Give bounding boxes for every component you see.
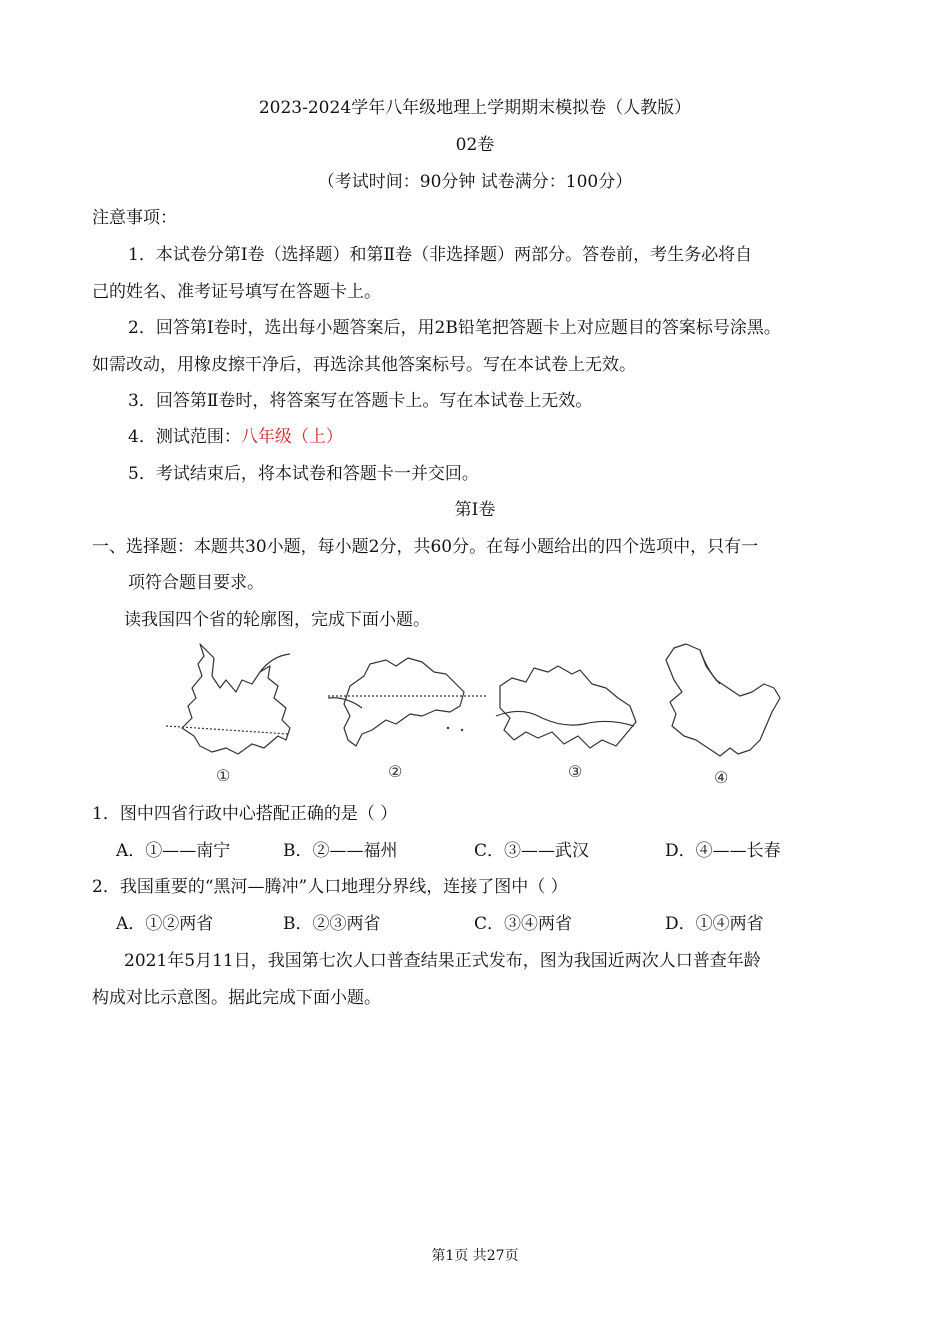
question-2-option-c[interactable]: C．③④两省	[474, 914, 573, 934]
exam-title: 2023-2024学年八年级地理上学期期末模拟卷（人教版）	[258, 98, 692, 118]
note-item-1-line-1: 1．本试卷分第Ⅰ卷（选择题）和第Ⅱ卷（非选择题）两部分。答卷前，考生务必将自	[128, 245, 753, 265]
test-scope: 八年级（上）	[240, 427, 343, 447]
section-instruction-line-2: 项符合题目要求。	[128, 573, 264, 593]
map-label-2: ②	[388, 762, 403, 781]
map-2-island-2	[461, 729, 463, 731]
map-label-3: ③	[568, 762, 583, 781]
volume-label: 02卷	[455, 135, 495, 155]
note-item-4	[128, 426, 343, 448]
map-4-river	[700, 650, 720, 684]
question-2-stem: 2．我国重要的“黑河—腾冲”人口地理分界线，连接了图中（ ）	[92, 877, 568, 897]
passage-2-line-1: 2021年5月11日，我国第七次人口普查结果正式发布，图为我国近两次人口普查年龄	[124, 951, 761, 971]
notes-heading: 注意事项：	[92, 208, 177, 228]
note-item-3: 3．回答第Ⅱ卷时，将答案写在答题卡上。写在本试卷上无效。	[128, 391, 593, 411]
section-instruction-line-1: 一、选择题：本题共30小题，每小题2分，共60分。在每小题给出的四个选项中，只有一	[92, 537, 759, 557]
map-3-outline	[500, 666, 636, 748]
map-1-outline	[182, 644, 290, 754]
question-2-option-b[interactable]: B．②③两省	[283, 914, 381, 934]
note-item-2-line-2: 如需改动，用橡皮擦干净后，再选涂其他答案标号。写在本试卷上无效。	[92, 355, 636, 375]
question-1-option-d[interactable]: D．④——长春	[665, 841, 781, 861]
note-item-4-prefix: 4．测试范围：	[128, 427, 241, 447]
passage-2-line-2: 构成对比示意图。据此完成下面小题。	[92, 988, 381, 1008]
question-1-option-a[interactable]: A．①——南宁	[116, 841, 231, 861]
map-3-river	[496, 711, 634, 726]
passage-1: 读我国四个省的轮廓图，完成下面小题。	[124, 610, 430, 630]
question-1-option-c[interactable]: C．③——武汉	[474, 841, 590, 861]
section-title: 第Ⅰ卷	[454, 500, 496, 520]
note-item-1-line-2: 己的姓名、准考证号填写在答题卡上。	[92, 282, 381, 302]
note-item-5: 5．考试结束后，将本试卷和答题卡一并交回。	[128, 464, 479, 484]
note-item-2-line-1: 2．回答第Ⅰ卷时，选出每小题答案后，用2B铅笔把答题卡上对应题目的答案标号涂黑。	[128, 318, 781, 338]
exam-info: （考试时间：90分钟 试卷满分：100分）	[317, 172, 633, 192]
map-4-outline	[666, 644, 780, 756]
page-footer: 第1页 共27页	[431, 1248, 519, 1264]
map-2-island-1	[447, 727, 449, 729]
question-2-option-d[interactable]: D．①④两省	[665, 914, 764, 934]
question-1-option-b[interactable]: B．②——福州	[283, 841, 398, 861]
question-2-option-a[interactable]: A．①②两省	[116, 914, 214, 934]
map-label-1: ①	[216, 766, 231, 785]
map-label-4: ④	[714, 768, 729, 787]
question-1-stem: 1．图中四省行政中心搭配正确的是（ ）	[92, 804, 398, 824]
map-2-outline	[344, 658, 464, 746]
province-outline-maps	[160, 636, 820, 796]
